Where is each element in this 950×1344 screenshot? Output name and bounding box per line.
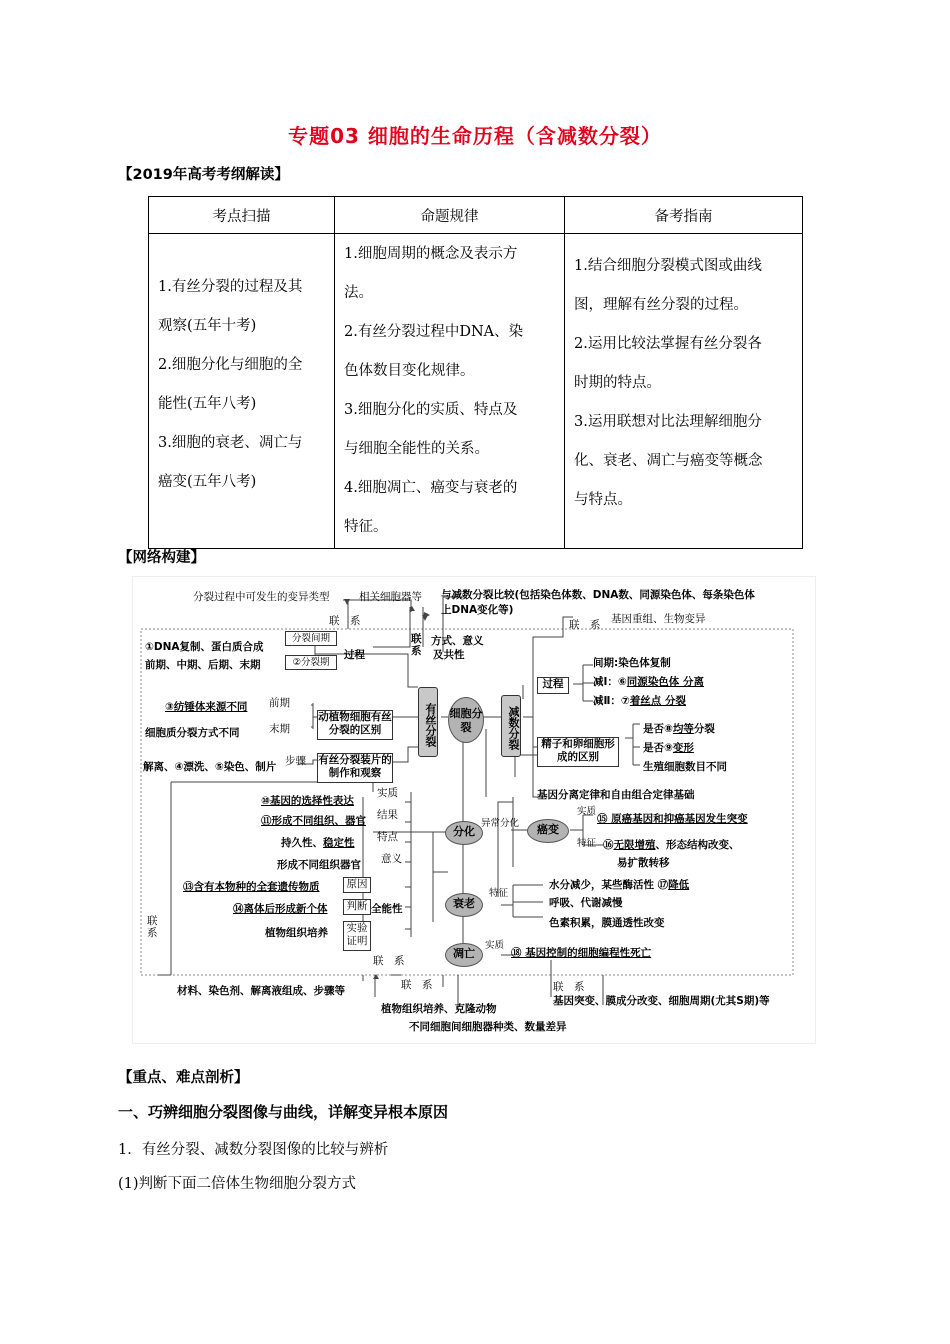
map-top-variation: 分裂过程中可发生的变异类型 <box>193 591 330 603</box>
cell-line: 1.有丝分裂的过程及其 <box>158 279 303 295</box>
map-link-label: 联 系 <box>329 615 361 627</box>
map-link-vertical-left: 联系 <box>147 915 158 939</box>
map-equal-label: 是否⑧ <box>643 723 673 735</box>
map-meiosis-box: 减数分裂 <box>501 695 521 757</box>
map-equal-answer: 均等 <box>672 723 694 735</box>
map-bottom-organelle-diff: 不同细胞间细胞器种类、数量差异 <box>409 1021 567 1033</box>
map-top-organelles: 相关细胞器等 <box>359 591 422 603</box>
map-top-meiosis-compare-2: 上DNA变化等) <box>441 604 514 616</box>
map-meiosis-ii-answer: 着丝点 分裂 <box>629 695 686 707</box>
map-steps-label: 步骤 <box>285 755 306 767</box>
map-animal-plant-diff-box: 动植物细胞有丝分裂的区别 <box>317 710 393 740</box>
map-bottom-mutation: 基因突变、膜成分改变、细胞周期(尤其S期)等 <box>553 995 770 1007</box>
map-metabolism-slow: 呼吸、代谢减慢 <box>549 897 623 909</box>
map-feature-label: 特点 <box>377 831 398 843</box>
map-cytoplasm-item: 细胞质分裂方式不同 <box>145 727 240 739</box>
map-link-label: 联 系 <box>373 955 405 967</box>
map-deformation <box>643 742 694 755</box>
map-isolated-new-individual: ⑭离体后形成新个体 <box>233 903 328 915</box>
exam-outline-table <box>148 196 803 549</box>
map-slide-making-box: 有丝分裂装片的制作和观察 <box>317 753 393 783</box>
map-genetics-basis: 基因分离定律和自由组合定律基础 <box>537 789 695 801</box>
map-feature-label-2: 特征 <box>577 838 597 849</box>
map-commonality: 及共性 <box>433 649 465 661</box>
map-prolif-suffix: 、形态结构改变、 <box>655 839 740 851</box>
cell-line: 4.细胞凋亡、癌变与衰老的 <box>344 480 518 496</box>
map-interphase-replication: 间期:染色体复制 <box>593 657 671 669</box>
map-essence-label-3: 实质 <box>485 940 505 951</box>
map-tissue-formation: ⑪形成不同组织、器官 <box>261 815 366 827</box>
map-top-meiosis-compare: 与减数分裂比较(包括染色体数、DNA数、同源染色体、每条染色体 <box>441 589 755 601</box>
map-equal-division <box>643 723 715 736</box>
map-deform-label: 是否⑨ <box>643 742 673 754</box>
map-meiosis-i-answer: 同源染色体 分离 <box>626 676 704 688</box>
section-network: 【网络构建】 <box>118 550 205 566</box>
map-stability-prefix: 持久性、 <box>281 837 323 849</box>
map-bottom-materials: 材料、染色剂、解离液组成、步骤等 <box>177 985 345 997</box>
map-selective-expression: ⑩基因的选择性表达 <box>261 795 354 807</box>
cell-line: 1.结合细胞分裂模式图或曲线 <box>574 258 762 274</box>
map-metastasis: 易扩散转移 <box>617 857 670 869</box>
cell-line: 能性(五年八考) <box>158 396 257 412</box>
heading-1: 一、巧辨细胞分裂图像与曲线，详解变异根本原因 <box>118 1103 449 1121</box>
map-abnormal-diff-label: 异常分化 <box>481 818 520 829</box>
map-genetic-material: ⑬含有本物种的全套遗传物质 <box>183 881 320 893</box>
table-header: 考点扫描 <box>149 197 335 234</box>
cell-line: 与特点。 <box>574 492 632 508</box>
cell-line: 2.细胞分化与细胞的全 <box>158 357 303 373</box>
map-totipotency: 全能性 <box>371 903 403 915</box>
map-equal-suffix: 分裂 <box>693 723 715 735</box>
table-cell-rules <box>335 234 565 549</box>
map-essence-label: 实质 <box>377 787 398 799</box>
map-programmed-death: ⑱ 基因控制的细胞编程性死亡 <box>511 947 652 959</box>
map-canceration-node: 癌变 <box>527 819 569 843</box>
map-prolif-answer: 无限增殖 <box>613 839 656 851</box>
map-water-decrease <box>549 879 689 892</box>
map-mitosis-box: 有丝分裂 <box>418 687 438 757</box>
map-link-vertical: 联系 <box>411 633 422 657</box>
cell-line: 2.运用比较法掌握有丝分裂各 <box>574 336 762 352</box>
cell-line: 2.有丝分裂过程中DNA、染 <box>344 324 524 340</box>
cell-line: 时期的特点。 <box>574 375 661 391</box>
map-interphase-box: 分裂间期 <box>285 631 337 646</box>
table-cell-guide <box>565 234 803 549</box>
map-meiosis-i <box>593 676 704 689</box>
map-water-prefix: 水分减少，某些酶活性 ⑰ <box>549 879 669 891</box>
map-infinite-proliferation <box>603 839 740 852</box>
cell-line: 1.细胞周期的概念及表示方 <box>344 246 518 262</box>
cell-line: 图，理解有丝分裂的过程。 <box>574 297 748 313</box>
map-spindle-item: ③纺锤体来源不同 <box>165 701 248 713</box>
map-germ-cell-number: 生殖细胞数目不同 <box>643 761 727 773</box>
map-experiment-label: 实验证明 <box>343 921 371 951</box>
map-cell-division-node: 细胞分裂 <box>448 697 484 743</box>
map-deform-answer: 变形 <box>672 742 694 754</box>
map-plant-tissue-culture: 植物组织培养 <box>265 927 328 939</box>
cell-line: 与细胞全能性的关系。 <box>344 441 489 457</box>
cell-line: 特征。 <box>344 519 388 535</box>
map-link-label: 联 系 <box>553 981 585 993</box>
map-bottom-cloning: 植物组织培养、克隆动物 <box>381 1003 497 1015</box>
cell-line: 3.运用联想对比法理解细胞分 <box>574 414 762 430</box>
map-process-label: 过程 <box>344 649 365 661</box>
map-pigment-accumulation: 色素积累，膜通透性改变 <box>549 917 665 929</box>
map-meiosis-process-box: 过程 <box>537 677 569 694</box>
map-mode-significance: 方式、意义 <box>431 635 484 647</box>
page-title: 专题03 细胞的生命历程（含减数分裂） <box>288 124 662 148</box>
map-apoptosis-node: 凋亡 <box>445 943 483 967</box>
map-oncogene-mutation: ⑮ 原癌基因和抑癌基因发生突变 <box>597 813 748 825</box>
map-link-label: 联 系 <box>569 619 601 631</box>
map-essence-label-2: 实质 <box>577 806 597 817</box>
cell-line: 3.细胞分化的实质、特点及 <box>344 402 518 418</box>
map-organ-formation: 形成不同组织器官 <box>277 859 361 871</box>
section-outline: 【2019年高考考纲解读】 <box>118 167 289 183</box>
map-significance-label: 意义 <box>381 853 402 865</box>
map-meiosis-ii-label: 减Ⅱ：⑦ <box>593 695 630 707</box>
table-cell-scan <box>149 234 335 549</box>
map-judge-label: 判断 <box>343 899 371 915</box>
map-meiosis-ii <box>593 695 686 708</box>
map-stability <box>281 837 355 850</box>
map-meiosis-i-label: 减Ⅰ：⑥ <box>593 676 627 688</box>
paragraph-2: (1)判断下面二倍体生物细胞分裂方式 <box>118 1176 357 1192</box>
map-telophase-label: 末期 <box>269 723 290 735</box>
section-key-points: 【重点、难点剖析】 <box>118 1070 249 1086</box>
map-feature-label-3: 特征 <box>489 888 509 899</box>
map-slide-steps: 解离、④漂洗、⑤染色、制片 <box>143 761 277 773</box>
map-result-label: 结果 <box>377 809 398 821</box>
table-header: 备考指南 <box>565 197 803 234</box>
map-gene-recombination: 基因重组、生物变异 <box>611 613 706 625</box>
map-differentiation-node: 分化 <box>445 821 483 845</box>
cell-line: 观察(五年十考) <box>158 318 257 334</box>
map-prophase-label: 前期 <box>269 697 290 709</box>
cell-line: 3.细胞的衰老、凋亡与 <box>158 435 303 451</box>
table-header: 命题规律 <box>335 197 565 234</box>
cell-line: 化、衰老、凋亡与癌变等概念 <box>574 453 763 469</box>
cell-line: 法。 <box>344 285 373 301</box>
map-reason-label: 原因 <box>343 877 371 893</box>
map-aging-node: 衰老 <box>445 893 483 917</box>
map-stability-answer: 稳定性 <box>323 837 355 849</box>
cell-line: 癌变(五年八考) <box>158 474 257 490</box>
cell-line: 色体数目变化规律。 <box>344 363 475 379</box>
map-division-phase-box: ②分裂期 <box>285 655 337 670</box>
concept-map <box>132 576 816 1044</box>
map-phases-item: 前期、中期、后期、末期 <box>145 659 261 671</box>
map-prolif-num: ⑯ <box>603 839 614 851</box>
paragraph-1: 1．有丝分裂、减数分裂图像的比较与辨析 <box>118 1142 389 1158</box>
map-interphase-item: ①DNA复制、蛋白质合成 <box>145 641 264 653</box>
map-sperm-egg-box: 精子和卵细胞形成的区别 <box>537 737 619 767</box>
map-link-label: 联 系 <box>401 979 433 991</box>
map-water-answer: 降低 <box>668 879 690 891</box>
